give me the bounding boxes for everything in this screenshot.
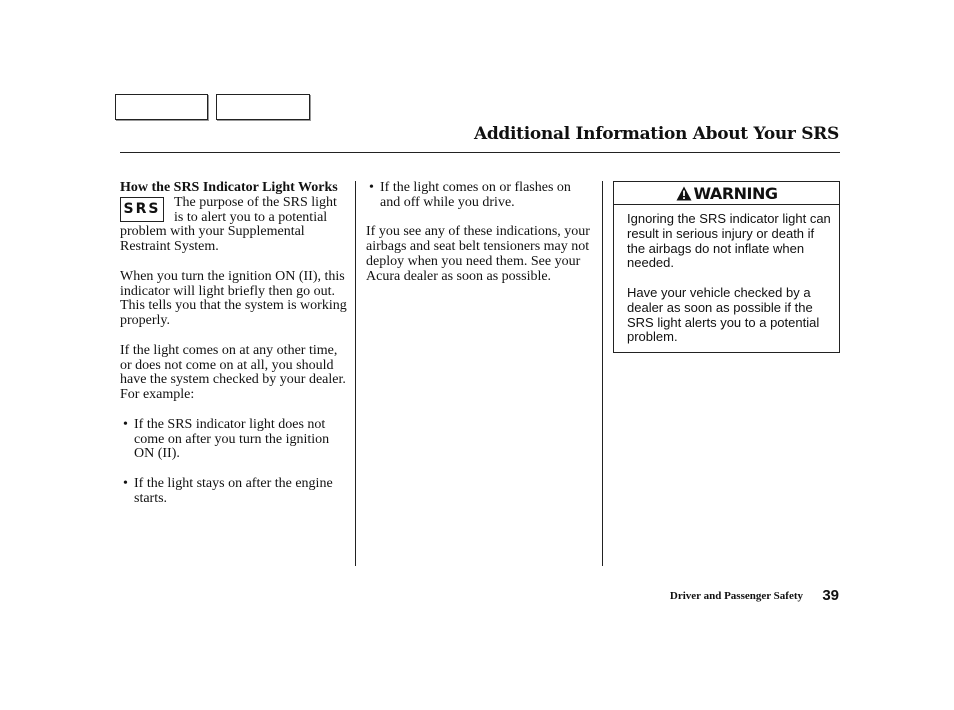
paragraph-indications: If you see any of these indications, your airbags and seat belt tensioners may not deploy when you need them. See your Acura dealer as soon as possible.	[366, 224, 590, 284]
paragraph-ignition: When you turn the ignition ON (II), this indicator will light briefly then go out. This tells you that the system is working properly.	[120, 268, 347, 329]
warning-box	[613, 181, 840, 353]
warning-header	[614, 182, 839, 205]
nav-next-button[interactable]	[216, 94, 310, 120]
warning-paragraph: Ignoring the SRS indicator light can result in serious injury or death if the airbags do not inflate when needed.	[627, 211, 831, 271]
paragraph-purpose: The purpose of the SRS light is to alert you to a potential problem with your Supplemental Restraint System.	[120, 194, 337, 255]
warning-paragraph: Have your vehicle checked by a dealer as soon as possible if the SRS light alerts you to a potential problem.	[627, 284, 820, 345]
warning-triangle-icon	[676, 186, 692, 201]
paragraph-other-times: If the light comes on at any other time, or does not come on at all, you should have the system checked by your dealer. For example:	[120, 342, 346, 403]
column-2	[366, 181, 594, 285]
section-heading: How the SRS Indicator Light Works	[120, 180, 338, 195]
bullet-item: • If the SRS indicator light does not come on after you turn the ignition ON (II).	[120, 418, 348, 462]
srs-indicator-icon: SRS	[120, 197, 164, 222]
nav-previous-button[interactable]	[115, 94, 208, 120]
column-divider	[355, 181, 356, 566]
warning-body	[614, 205, 839, 345]
header-rule	[120, 152, 840, 153]
page-title: Additional Information About Your SRS	[473, 124, 839, 144]
column-divider	[602, 181, 603, 566]
warning-label: WARNING	[693, 183, 778, 203]
page-number: 39	[822, 587, 839, 604]
column-1	[120, 181, 348, 507]
bullet-item: • If the light stays on after the engine starts.	[120, 477, 348, 507]
footer-section-title: Driver and Passenger Safety	[669, 590, 803, 602]
bullet-item: • If the light comes on or flashes on and off while you drive.	[366, 181, 594, 211]
